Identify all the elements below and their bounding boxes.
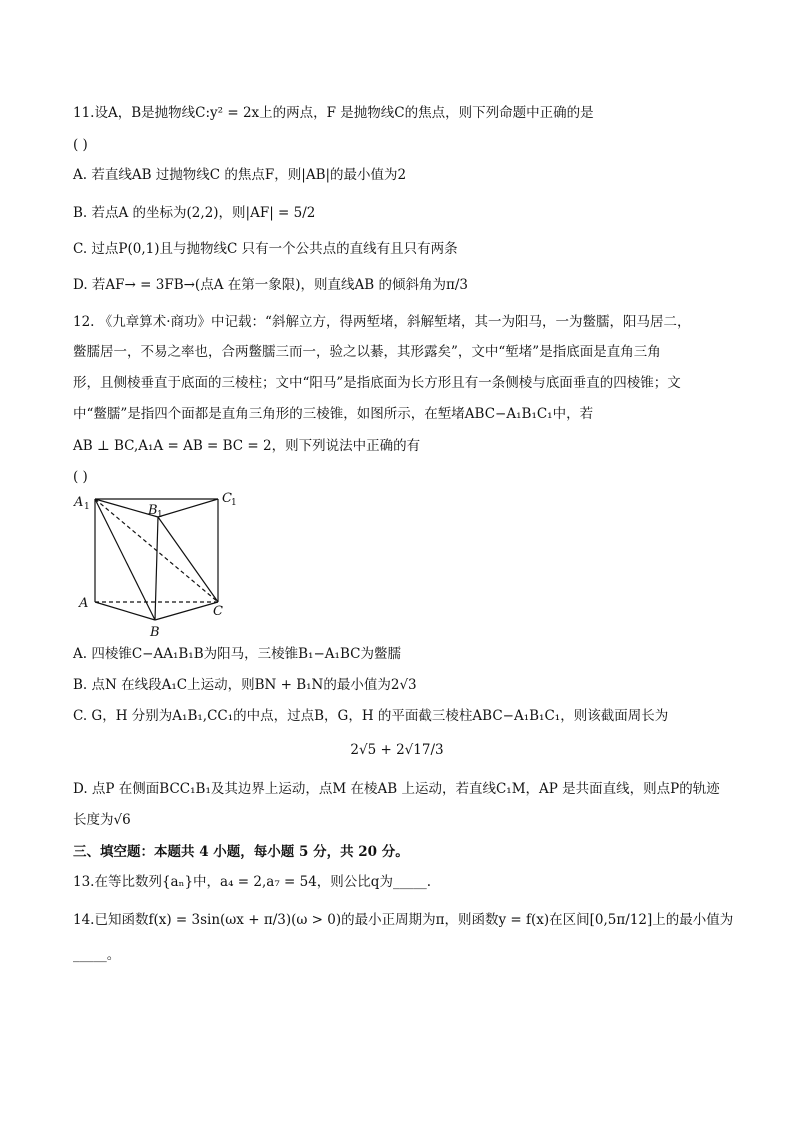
q11-stem: 11.设A，B是抛物线C:y² = 2x上的两点，F 是抛物线C的焦点，则下列命题中正确的是 bbox=[73, 105, 594, 121]
label-b1: B bbox=[148, 503, 158, 518]
q11-option-a: A. 若直线AB 过抛物线C 的焦点F，则|AB|的最小值为2 bbox=[73, 167, 407, 183]
q11-option-c: C. 过点P(0,1)且与抛物线C 只有一个公共点的直线有且只有两条 bbox=[73, 241, 458, 257]
prism-diagram bbox=[70, 487, 250, 642]
label-b: B bbox=[150, 625, 160, 640]
edge-a-b bbox=[95, 602, 155, 620]
q11-option-d: D. 若AF→ = 3FB→(点A 在第一象限)，则直线AB 的倾斜角为π/3 bbox=[73, 277, 468, 293]
q12-option-c-formula: 2√5 + 2√17/3 bbox=[350, 742, 444, 758]
q11-option-b: B. 若点A 的坐标为(2,2)，则|AF| = 5/2 bbox=[73, 205, 316, 221]
q12-answer-paren: ( ) bbox=[73, 469, 88, 485]
label-c1-sub: 1 bbox=[231, 498, 237, 508]
section3-heading: 三、填空题：本题共 4 小题，每小题 5 分，共 20 分。 bbox=[73, 844, 409, 860]
q13-text: 13.在等比数列{aₙ}中，a₄ = 2,a₇ = 54，则公比q为_____. bbox=[73, 874, 431, 890]
label-c: C bbox=[213, 604, 223, 619]
q12-stem-line1: 12. 《九章算术·商功》中记载：“斜解立方，得两堑堵，斜解堑堵，其一为阳马，一为鳖臑，阳马居二， bbox=[73, 314, 691, 330]
q12-stem-line4: 中“鳖臑”是指四个面都是直角三角形的三棱锥，如图所示，在堑堵ABC−A₁B₁C₁中，若 bbox=[73, 406, 594, 422]
q12-option-c: C. G，H 分别为A₁B₁,CC₁的中点，过点B，G，H 的平面截三棱柱ABC−A₁B₁C₁，则该截面周长为 bbox=[73, 708, 669, 724]
q12-stem-line2: 鳖臑居一，不易之率也，合两鳖臑三而一，验之以綦，其形露矣”，文中“堑堵”是指底面是直角三角 bbox=[73, 344, 661, 360]
label-a: A bbox=[79, 596, 89, 611]
q12-option-a: A. 四棱锥C−AA₁B₁B为阳马，三棱锥B₁−A₁BC为鳖臑 bbox=[73, 646, 401, 662]
label-a1: A bbox=[74, 495, 84, 510]
label-c1: C bbox=[222, 491, 232, 506]
label-b1-sub: 1 bbox=[157, 510, 163, 520]
q12-stem-line3: 形，且侧棱垂直于底面的三棱柱；文中“阳马”是指底面为长方形且有一条侧棱与底面垂直的四棱锥；文 bbox=[73, 375, 681, 391]
q11-answer-paren: ( ) bbox=[73, 137, 88, 153]
q12-option-d-line1: D. 点P 在侧面BCC₁B₁及其边界上运动，点M 在棱AB 上运动，若直线C₁M，AP 是共面直线，则点P的轨迹 bbox=[73, 781, 720, 797]
q14-text-line1: 14.已知函数f(x) = 3sin(ωx + π/3)(ω > 0)的最小正周期为π，则函数y = f(x)在区间[0,5π/12]上的最小值为 bbox=[73, 912, 734, 928]
prism-figure bbox=[70, 487, 250, 642]
q12-stem-line5: AB ⊥ BC,A₁A = AB = BC = 2，则下列说法中正确的有 bbox=[73, 438, 421, 454]
edge-b-b1 bbox=[155, 517, 158, 620]
q12-option-b: B. 点N 在线段A₁C上运动，则BN + B₁N的最小值为2√3 bbox=[73, 677, 417, 693]
edge-b1-c1 bbox=[158, 499, 218, 517]
q12-option-d-line2: 长度为√6 bbox=[73, 812, 131, 828]
edge-b-c bbox=[155, 602, 218, 620]
q14-text-line2: _____。 bbox=[73, 947, 121, 963]
label-a1-sub: 1 bbox=[84, 502, 90, 512]
